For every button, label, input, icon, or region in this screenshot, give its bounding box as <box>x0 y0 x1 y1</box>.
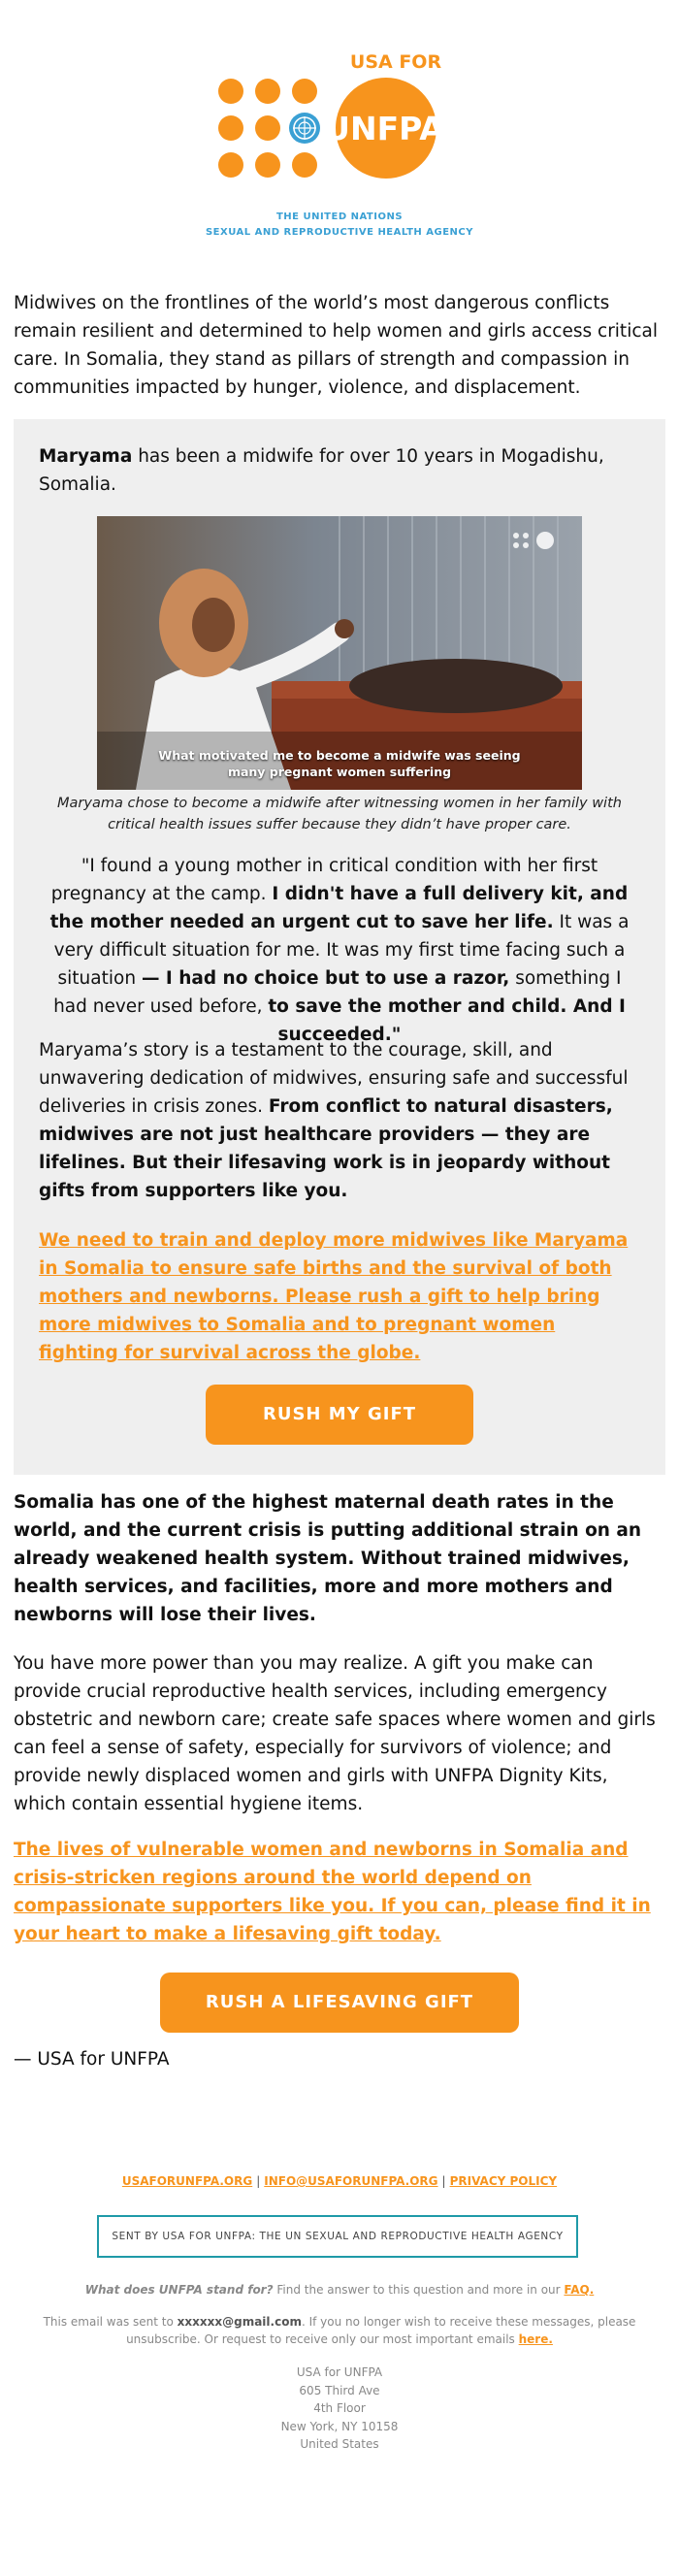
maryama-quote <box>39 852 640 1049</box>
address-line: United States <box>300 2437 379 2451</box>
video-subtitle-line2: many pregnant women suffering <box>227 765 452 779</box>
logo-mark-icon <box>213 39 466 184</box>
logo-subtitle-line2: SEXUAL AND REPRODUCTIVE HEALTH AGENCY <box>205 227 473 238</box>
quote-bold2: — I had no choice but to use a razor, <box>141 968 510 989</box>
address-line: 605 Third Ave <box>299 2383 380 2397</box>
usa-for-unfpa-logo[interactable] <box>0 39 679 252</box>
story-lead <box>39 442 640 499</box>
maternal-death-paragraph: Somalia has one of the highest maternal death rates in the world, and the current crisis is putting additional strain on an already weakened health system. Without trained midwives, health services, and facilities, more and more mothers and newborns will lose their lives. <box>14 1492 642 1625</box>
quote-part3: something I had never used before, <box>53 968 622 1017</box>
photo-caption: Maryama chose to become a midwife after witnessing women in her family with critical health issues suffer because they didn’t have proper care. <box>57 796 622 832</box>
video-subtitle <box>97 747 582 780</box>
testament-paragraph <box>39 1036 640 1205</box>
recipient-email: xxxxxx@gmail.com <box>177 2315 302 2329</box>
quote-part1: "I found a young mother in critical condition with her first pregnancy at the camp. <box>50 856 598 904</box>
address-line: USA for UNFPA <box>296 2365 383 2379</box>
logo-subtitle-line1: THE UNITED NATIONS <box>275 212 404 222</box>
story-box <box>14 419 665 1475</box>
faq-question: What does UNFPA stand for? <box>84 2283 274 2297</box>
logo-unfpa-text: UNFPA <box>324 110 444 147</box>
faq-link[interactable]: FAQ. <box>564 2283 595 2297</box>
logo-usa-for-text: USA FOR <box>349 51 442 73</box>
unsub-text2: . If you no longer wish to receive these messages, please unsubscribe. Or request to receive only our most important emails <box>126 2315 636 2346</box>
unsub-text1: This email was sent to <box>43 2315 178 2329</box>
train-midwives-link[interactable]: We need to train and deploy more midwives like Maryama in Somalia to ensure safe births and the survival of both mothers and newborns. Please rush a gift to help bring more midwives to Somalia and to pregnant women fighting for survival across the globe. <box>39 1230 629 1363</box>
footer-links <box>0 2174 679 2188</box>
video-subtitle-line1: What motivated me to become a midwife was seeing <box>158 748 521 763</box>
lead-name: Maryama <box>39 446 133 467</box>
rush-my-gift-button[interactable]: RUSH MY GIFT <box>206 1385 473 1445</box>
power-paragraph: You have more power than you may realize. A gift you make can provide crucial reproductive health services, including emergency obstetric and newborn care; create safe spaces where women and girls can feel a sense of safety, especially for survivors of violence; and provide newly displaced women and girls with UNFPA Dignity Kits, which contain essential hygiene items. <box>14 1653 656 1814</box>
rush-lifesaving-gift-button[interactable]: RUSH A LIFESAVING GIFT <box>160 1973 519 2033</box>
quote-bold1: I didn't have a full delivery kit, and the mother needed an urgent cut to save her life. <box>49 884 629 932</box>
midwife-video-still[interactable] <box>97 516 582 790</box>
lives-paragraph <box>14 1836 665 1948</box>
preferences-link[interactable]: here. <box>518 2332 553 2346</box>
quote-part2: It was a very difficult situation for me. It was my first time facing such a situation <box>53 912 630 989</box>
signoff: — USA for UNFPA <box>14 2049 170 2070</box>
privacy-policy-link[interactable]: PRIVACY POLICY <box>449 2174 558 2188</box>
footer-separator: | <box>441 2174 446 2188</box>
lead-rest: has been a midwife for over 10 years in Mogadishu, Somalia. <box>39 446 604 495</box>
email-link[interactable]: INFO@USAFORUNFPA.ORG <box>264 2174 438 2188</box>
story-cta-paragraph <box>39 1226 640 1367</box>
faq-rest: Find the answer to this question and more in our <box>273 2283 565 2297</box>
testament-bold: From conflict to natural disasters, midwives are not just healthcare providers — they are lifelines. But their lifesaving work is in jeopardy without gifts from supporters like you. <box>39 1096 613 1201</box>
mailing-address <box>0 2364 679 2454</box>
address-line: 4th Floor <box>313 2401 366 2415</box>
address-line: New York, NY 10158 <box>280 2419 399 2433</box>
quote-bold3: to save the mother and child. And I succeeded." <box>268 996 626 1045</box>
website-link[interactable]: USAFORUNFPA.ORG <box>121 2174 253 2188</box>
sent-by-box: SENT BY USA FOR UNFPA: THE UN SEXUAL AND REPRODUCTIVE HEALTH AGENCY <box>97 2215 578 2258</box>
faq-line <box>0 2283 679 2297</box>
intro-paragraph: Midwives on the frontlines of the world’s most dangerous conflicts remain resilient and determined to help women and girls access critical care. In Somalia, they stand as pillars of strength and compassion in communities impacted by hunger, violence, and displacement. <box>14 293 658 398</box>
testament-plain: Maryama’s story is a testament to the courage, skill, and unwavering dedication of midwives, ensuring safe and successful deliveries in crisis zones. <box>39 1040 629 1117</box>
lifesaving-gift-link[interactable]: The lives of vulnerable women and newborns in Somalia and crisis-stricken regions around the world depend on compassionate supporters like you. If you can, please find it in your heart to make a lifesaving gift today. <box>14 1840 651 1944</box>
footer-separator: | <box>256 2174 261 2188</box>
unsubscribe-notice <box>19 2313 660 2348</box>
